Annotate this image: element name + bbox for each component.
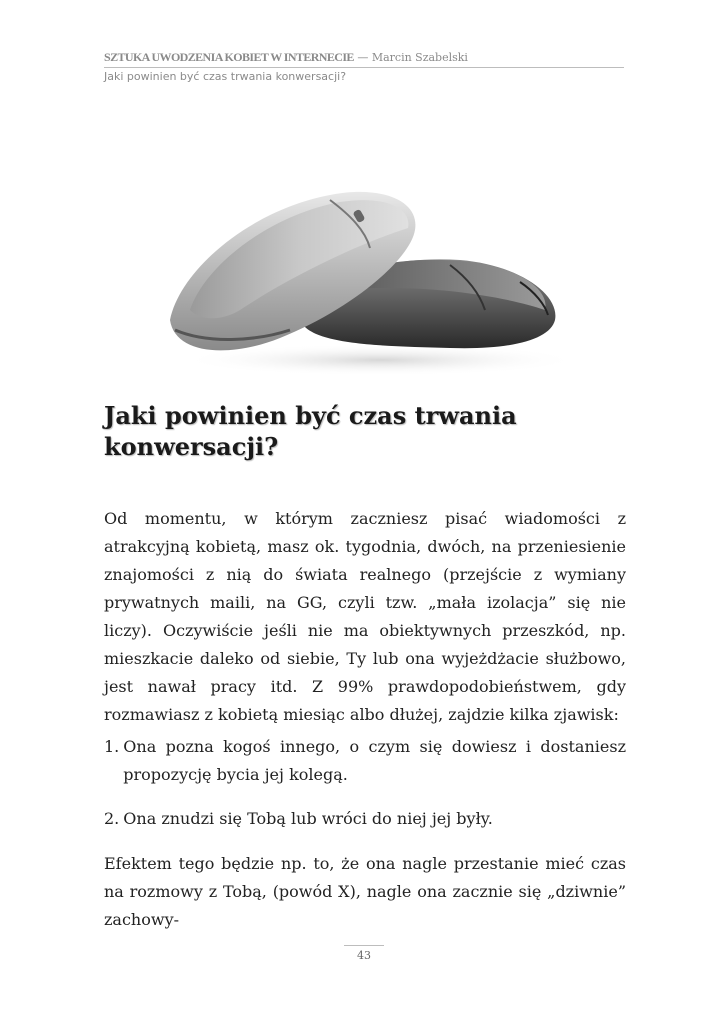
header-divider <box>104 67 624 68</box>
header-separator: — <box>357 51 369 64</box>
list-item <box>104 733 626 789</box>
book-title: SZTUKA UWODZENIA KOBIET W INTERNECIE <box>104 50 354 64</box>
running-chapter-title: Jaki powinien być czas trwania konwersacji? <box>104 70 347 83</box>
footer-divider <box>344 945 384 946</box>
running-header <box>104 50 624 65</box>
page-footer <box>344 945 384 962</box>
list-text: Ona pozna kogoś innego, o czym się dowiesz i dostaniesz propozycję bycia jej kolegą. <box>123 737 626 784</box>
list-text: Ona znudzi się Tobą lub wróci do niej jej były. <box>123 809 493 828</box>
page-number: 43 <box>357 949 371 962</box>
list-item <box>104 805 626 833</box>
list-number: 2. <box>104 809 120 828</box>
phenomena-list-2 <box>104 805 626 833</box>
computer-mice-photo <box>150 170 580 380</box>
author-name: Marcin Szabelski <box>371 51 468 64</box>
list-number: 1. <box>104 737 120 756</box>
page-header <box>104 50 624 83</box>
chapter-title: Jaki powinien być czas trwania konwersacji? <box>104 401 517 461</box>
body-paragraph-1: Od momentu, w którym zaczniesz pisać wiadomości z atrakcyjną kobietą, masz ok. tygodnia, dwóch, na przeniesienie znajomości z nią do świata realnego (przejście z wymiany prywatnych maili, na GG, czyli tzw. „mała izolacja” się nie liczy). Oczywiście jeśli nie ma obiektywnych przeszkód, np. mieszkacie daleko od siebie, Ty lub ona wyjeżdżacie służbowo, jest nawał pracy itd. Z 99% prawdopodobieństwem, gdy rozmawiasz z kobietą miesiąc albo dłużej, zajdzie kilka zjawisk: <box>104 509 626 724</box>
body-paragraph-2: Efektem tego będzie np. to, że ona nagle przestanie mieć czas na rozmowy z Tobą, (powód X), nagle ona zacznie się „dziwnie” zachowy- <box>104 854 626 929</box>
phenomena-list-1 <box>104 733 626 789</box>
